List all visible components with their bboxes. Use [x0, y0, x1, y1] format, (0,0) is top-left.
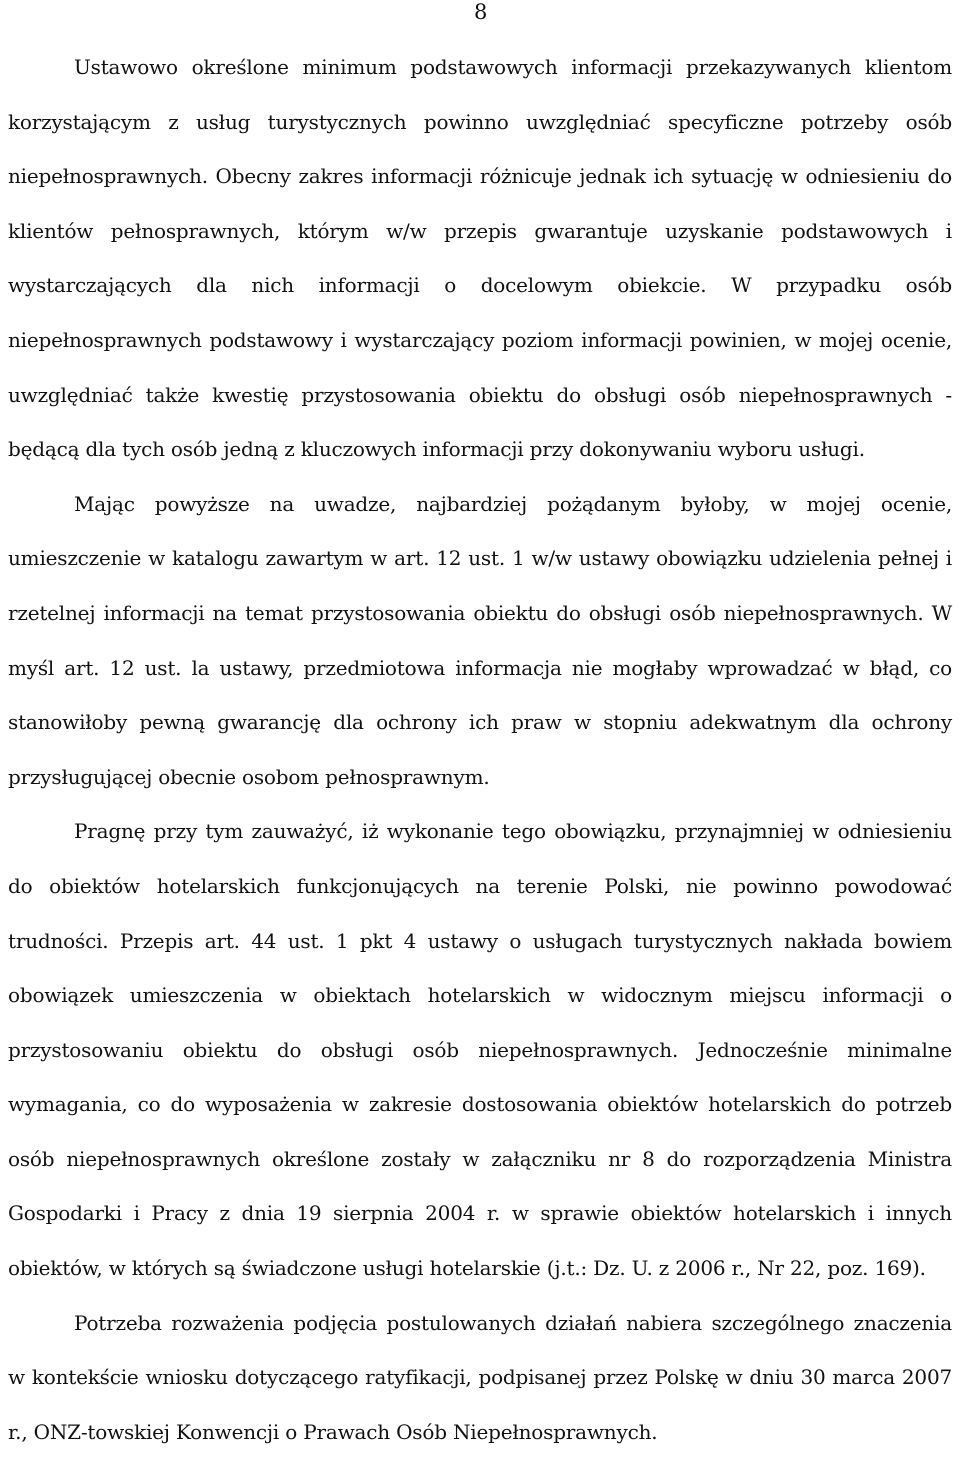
paragraph-2: Mając powyższe na uwadze, najbardziej pożądanym byłoby, w mojej ocenie, umieszczenie w katalogu zawartym w art. 12 ust. 1 w/w ustawy obowiązku udzielenia pełnej i rzetelnej informacji na temat przystosowania obiektu do obsługi osób niepełnosprawnych. W myśl art. 12 ust. la ustawy, przedmiotowa informacja nie mogłaby wprowadzać w błąd, co stanowiłoby pewną gwarancję dla ochrony ich praw w stopniu adekwatnym dla ochrony przysługującej obecnie osobom pełnosprawnym.	[8, 491, 952, 789]
paragraph-3: Pragnę przy tym zauważyć, iż wykonanie tego obowiązku, przynajmniej w odniesieniu do obiektów hotelarskich funkcjonujących na terenie Polski, nie powinno powodować trudności. Przepis art. 44 ust. 1 pkt 4 ustawy o usługach turystycznych nakłada bowiem obowiązek umieszczenia w obiektach hotelarskich w widocznym miejscu informacji o przystosowaniu obiektu do obsługi osób niepełnosprawnych. Jednocześnie minimalne wymagania, co do wyposażenia w zakresie dostosowania obiektów hotelarskich do potrzeb osób niepełnosprawnych określone zostały w załączniku nr 8 do rozporządzenia Ministra Gospodarki i Pracy z dnia 19 sierpnia 2004 r. w sprawie obiektów hotelarskich i innych obiektów, w których są świadczone usługi hotelarskie (j.t.: Dz. U. z 2006 r., Nr 22, poz. 169).	[8, 819, 952, 1281]
document-body	[8, 40, 952, 1459]
paragraph-4: Potrzeba rozważenia podjęcia postulowanych działań nabiera szczególnego znaczenia w kontekście wniosku dotyczącego ratyfikacji, podpisanej przez Polskę w dniu 30 marca 2007 r., ONZ-towskiej Konwencji o Prawach Osób Niepełnosprawnych.	[8, 1310, 952, 1444]
page-number: 8	[474, 0, 488, 24]
paragraph-1: Ustawowo określone minimum podstawowych informacji przekazywanych klientom korzystającym z usług turystycznych powinno uwzględniać specyficzne potrzeby osób niepełnosprawnych. Obecny zakres informacji różnicuje jednak ich sytuację w odniesieniu do klientów pełnosprawnych, którym w/w przepis gwarantuje uzyskanie podstawowych i wystarczających dla nich informacji o docelowym obiekcie. W przypadku osób niepełnosprawnych podstawowy i wystarczający poziom informacji powinien, w mojej ocenie, uwzględniać także kwestię przystosowania obiektu do obsługi osób niepełnosprawnych - będącą dla tych osób jedną z kluczowych informacji przy dokonywaniu wyboru usługi.	[8, 55, 952, 462]
